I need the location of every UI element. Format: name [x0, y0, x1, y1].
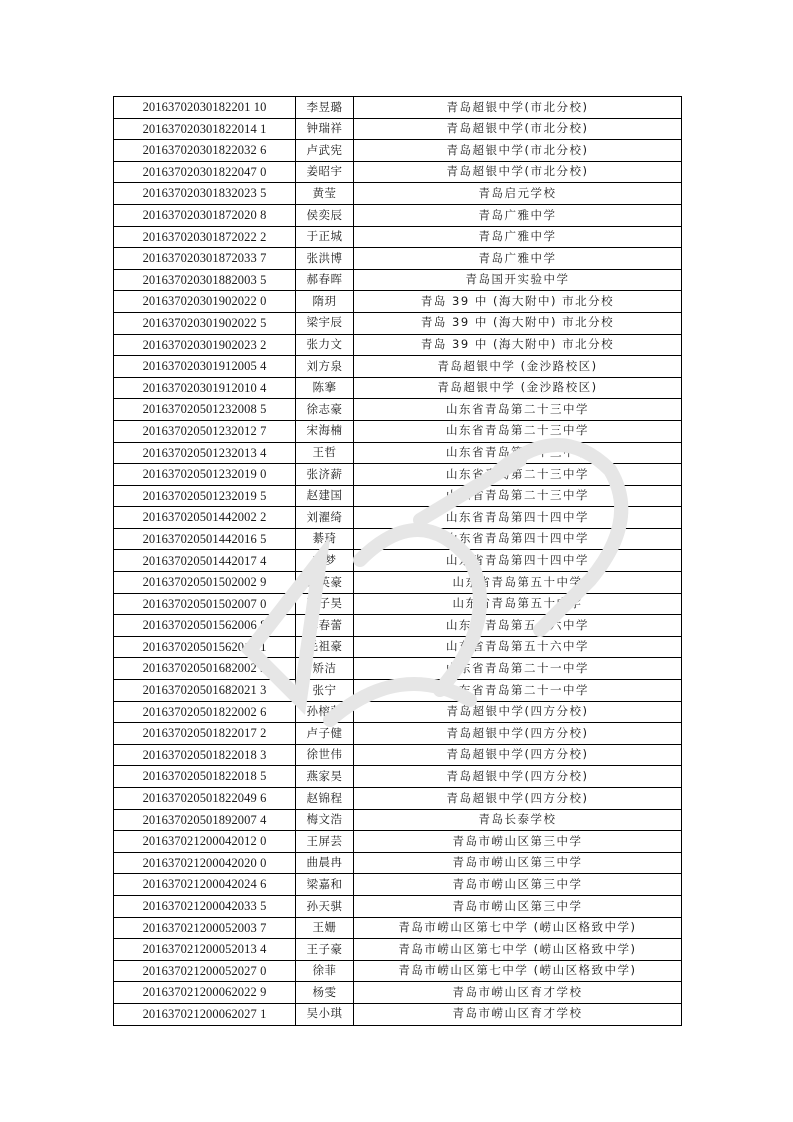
exam-id-cell: 201637021200052003 7 [114, 917, 296, 939]
student-name-cell: 张济薪 [296, 464, 354, 486]
table-row [114, 204, 682, 226]
exam-id-cell: 201637020501822002 6 [114, 701, 296, 723]
table-row [114, 399, 682, 421]
school-cell: 青岛超银中学(四方分校) [354, 766, 682, 788]
student-name-cell: 王哲 [296, 442, 354, 464]
exam-id-cell: 201637020501502007 0 [114, 593, 296, 615]
student-name-cell: 赵建国 [296, 485, 354, 507]
exam-id-cell: 201637020301902023 2 [114, 334, 296, 356]
exam-id-cell: 201637021200042024 6 [114, 874, 296, 896]
exam-id-cell: 201637020501822017 2 [114, 723, 296, 745]
school-cell: 青岛市崂山区育才学校 [354, 1003, 682, 1025]
table-row [114, 788, 682, 810]
school-cell: 青岛市崂山区第七中学 (崂山区格致中学) [354, 960, 682, 982]
student-name-cell: 徐志豪 [296, 399, 354, 421]
student-name-cell: 徐菲 [296, 960, 354, 982]
school-cell: 山东省青岛第五十六中学 [354, 615, 682, 637]
student-name-cell: 梅文浩 [296, 809, 354, 831]
student-name-cell: 宋海楠 [296, 420, 354, 442]
exam-id-cell: 201637021200052013 4 [114, 939, 296, 961]
student-name-cell: 李梦 [296, 550, 354, 572]
exam-id-cell: 201637020501562006 8 [114, 615, 296, 637]
student-name-cell: 陈搴 [296, 377, 354, 399]
student-name-cell: 赵锦程 [296, 788, 354, 810]
school-cell: 青岛市崂山区第三中学 [354, 831, 682, 853]
student-name-cell: 卢子健 [296, 723, 354, 745]
table-row [114, 140, 682, 162]
school-cell: 青岛超银中学(四方分校) [354, 788, 682, 810]
student-name-cell: 梁宇辰 [296, 312, 354, 334]
table-row [114, 766, 682, 788]
exam-id-cell: 201637021200062027 1 [114, 1003, 296, 1025]
table-row [114, 377, 682, 399]
exam-id-cell: 201637020301872022 2 [114, 226, 296, 248]
school-cell: 青岛市崂山区第三中学 [354, 895, 682, 917]
exam-id-cell: 201637020501232019 5 [114, 485, 296, 507]
student-name-cell: 燕家昊 [296, 766, 354, 788]
exam-id-cell: 201637020301882003 5 [114, 269, 296, 291]
table-row [114, 507, 682, 529]
exam-id-cell: 201637020301912005 4 [114, 356, 296, 378]
exam-id-cell: 201637020501232019 0 [114, 464, 296, 486]
table-row [114, 528, 682, 550]
school-cell: 山东省青岛第五十六中学 [354, 636, 682, 658]
exam-id-cell: 201637021200042012 0 [114, 831, 296, 853]
student-name-cell: 曲晨冉 [296, 852, 354, 874]
table-row [114, 982, 682, 1004]
table-row [114, 701, 682, 723]
student-name-cell: 林春蕾 [296, 615, 354, 637]
student-name-cell: 毛祖豪 [296, 636, 354, 658]
exam-id-cell: 201637020501822018 5 [114, 766, 296, 788]
exam-id-cell: 201637020301832023 5 [114, 183, 296, 205]
school-cell: 山东省青岛第二十三中学 [354, 420, 682, 442]
student-name-cell: 黄莹 [296, 183, 354, 205]
table-row [114, 615, 682, 637]
school-cell: 青岛超银中学(市北分校) [354, 97, 682, 119]
school-cell: 青岛广雅中学 [354, 226, 682, 248]
school-cell: 山东省青岛第四十四中学 [354, 507, 682, 529]
student-name-cell: 孙榕蔚 [296, 701, 354, 723]
table-row [114, 593, 682, 615]
student-name-cell: 张洪博 [296, 248, 354, 270]
school-cell: 青岛超银中学(四方分校) [354, 744, 682, 766]
student-name-cell: 卢武宪 [296, 140, 354, 162]
exam-id-cell: 201637020301822032 6 [114, 140, 296, 162]
exam-id-cell: 201637020501562013 1 [114, 636, 296, 658]
student-name-cell: 吴小琪 [296, 1003, 354, 1025]
table-row [114, 960, 682, 982]
exam-id-cell: 201637020501682002 3 [114, 658, 296, 680]
school-cell: 青岛市崂山区育才学校 [354, 982, 682, 1004]
table-row [114, 291, 682, 313]
table-row [114, 852, 682, 874]
table-row [114, 248, 682, 270]
exam-id-cell: 201637020501682021 3 [114, 680, 296, 702]
table-row [114, 118, 682, 140]
table-row [114, 464, 682, 486]
table-row [114, 809, 682, 831]
school-cell: 青岛市崂山区第三中学 [354, 852, 682, 874]
student-name-cell: 矫洁 [296, 658, 354, 680]
exam-id-cell: 201637020301872020 8 [114, 204, 296, 226]
school-cell: 山东省青岛第二十一中学 [354, 658, 682, 680]
table-row [114, 658, 682, 680]
exam-id-cell: 201637020501232012 7 [114, 420, 296, 442]
exam-id-cell: 201637020501822018 3 [114, 744, 296, 766]
table-row [114, 939, 682, 961]
school-cell: 青岛 39 中 (海大附中) 市北分校 [354, 334, 682, 356]
exam-id-cell: 201637020301902022 0 [114, 291, 296, 313]
table-row [114, 183, 682, 205]
exam-id-cell: 201637021200062022 9 [114, 982, 296, 1004]
student-name-cell: 张宁 [296, 680, 354, 702]
school-cell: 山东省青岛第四十四中学 [354, 528, 682, 550]
exam-id-cell: 201637020501892007 4 [114, 809, 296, 831]
exam-id-cell: 201637020501822049 6 [114, 788, 296, 810]
school-cell: 青岛超银中学 (金沙路校区) [354, 377, 682, 399]
school-cell: 青岛超银中学 (金沙路校区) [354, 356, 682, 378]
school-cell: 青岛广雅中学 [354, 248, 682, 270]
student-name-cell: 梁嘉和 [296, 874, 354, 896]
student-name-cell: 刘方泉 [296, 356, 354, 378]
table-row [114, 442, 682, 464]
student-name-cell: 徐世伟 [296, 744, 354, 766]
school-cell: 青岛市崂山区第七中学 (崂山区格致中学) [354, 917, 682, 939]
student-name-cell: 刘濯绮 [296, 507, 354, 529]
school-cell: 青岛国开实验中学 [354, 269, 682, 291]
school-cell: 青岛广雅中学 [354, 204, 682, 226]
table-row [114, 1003, 682, 1025]
exam-id-cell: 201637021200052027 0 [114, 960, 296, 982]
student-roster-table [113, 96, 682, 1026]
school-cell: 青岛超银中学(市北分校) [354, 140, 682, 162]
exam-id-cell: 201637020301822014 1 [114, 118, 296, 140]
table-row [114, 831, 682, 853]
exam-id-cell: 201637020301902022 5 [114, 312, 296, 334]
school-cell: 青岛市崂山区第七中学 (崂山区格致中学) [354, 939, 682, 961]
table-row [114, 485, 682, 507]
student-name-cell: 郝春晖 [296, 269, 354, 291]
exam-id-cell: 201637020301872033 7 [114, 248, 296, 270]
student-name-cell: 王姗 [296, 917, 354, 939]
exam-id-cell: 201637020301822047 0 [114, 161, 296, 183]
school-cell: 青岛 39 中 (海大附中) 市北分校 [354, 291, 682, 313]
table-row [114, 874, 682, 896]
student-name-cell: 李昱璐 [296, 97, 354, 119]
table-row [114, 723, 682, 745]
school-cell: 青岛超银中学(市北分校) [354, 161, 682, 183]
table-row [114, 680, 682, 702]
student-name-cell: 姜昭宇 [296, 161, 354, 183]
table-row [114, 226, 682, 248]
school-cell: 青岛 39 中 (海大附中) 市北分校 [354, 312, 682, 334]
exam-id-cell: 201637020501502002 9 [114, 572, 296, 594]
student-name-cell: 隋玥 [296, 291, 354, 313]
table-row [114, 312, 682, 334]
table-row [114, 97, 682, 119]
school-cell: 青岛超银中学(四方分校) [354, 723, 682, 745]
exam-id-cell: 20163702030182201 10 [114, 97, 296, 119]
student-name-cell: 王子豪 [296, 939, 354, 961]
table-row [114, 636, 682, 658]
student-name-cell: 杨雯 [296, 982, 354, 1004]
table-row [114, 334, 682, 356]
exam-id-cell: 201637020501232013 4 [114, 442, 296, 464]
student-name-cell: 钟瑞祥 [296, 118, 354, 140]
school-cell: 山东省青岛第五十中学 [354, 572, 682, 594]
table-row [114, 550, 682, 572]
table-row [114, 744, 682, 766]
student-name-cell: 侯奕辰 [296, 204, 354, 226]
student-name-cell: 谢英豪 [296, 572, 354, 594]
exam-id-cell: 201637021200042020 0 [114, 852, 296, 874]
table-row [114, 895, 682, 917]
student-name-cell: 张子昊 [296, 593, 354, 615]
exam-id-cell: 201637020501232008 5 [114, 399, 296, 421]
student-name-cell: 孙天骐 [296, 895, 354, 917]
exam-id-cell: 201637020501442016 5 [114, 528, 296, 550]
student-name-cell: 綦琦 [296, 528, 354, 550]
school-cell: 山东省青岛第五十中学 [354, 593, 682, 615]
table-row [114, 356, 682, 378]
student-name-cell: 于正城 [296, 226, 354, 248]
exam-id-cell: 201637020301912010 4 [114, 377, 296, 399]
table-row [114, 161, 682, 183]
exam-id-cell: 201637020501442017 4 [114, 550, 296, 572]
exam-id-cell: 201637020501442002 2 [114, 507, 296, 529]
roster-body [114, 97, 682, 1026]
school-cell: 山东省青岛第二十一中学 [354, 680, 682, 702]
exam-id-cell: 201637021200042033 5 [114, 895, 296, 917]
table-row [114, 420, 682, 442]
student-name-cell: 张力文 [296, 334, 354, 356]
school-cell: 青岛长泰学校 [354, 809, 682, 831]
school-cell: 山东省青岛第二十三中学 [354, 442, 682, 464]
school-cell: 山东省青岛第二十三中学 [354, 485, 682, 507]
school-cell: 青岛超银中学(四方分校) [354, 701, 682, 723]
table-row [114, 572, 682, 594]
school-cell: 青岛市崂山区第三中学 [354, 874, 682, 896]
school-cell: 山东省青岛第四十四中学 [354, 550, 682, 572]
table-row [114, 917, 682, 939]
table-row [114, 269, 682, 291]
school-cell: 山东省青岛第二十三中学 [354, 464, 682, 486]
student-name-cell: 王屏芸 [296, 831, 354, 853]
school-cell: 青岛启元学校 [354, 183, 682, 205]
school-cell: 山东省青岛第二十三中学 [354, 399, 682, 421]
school-cell: 青岛超银中学(市北分校) [354, 118, 682, 140]
